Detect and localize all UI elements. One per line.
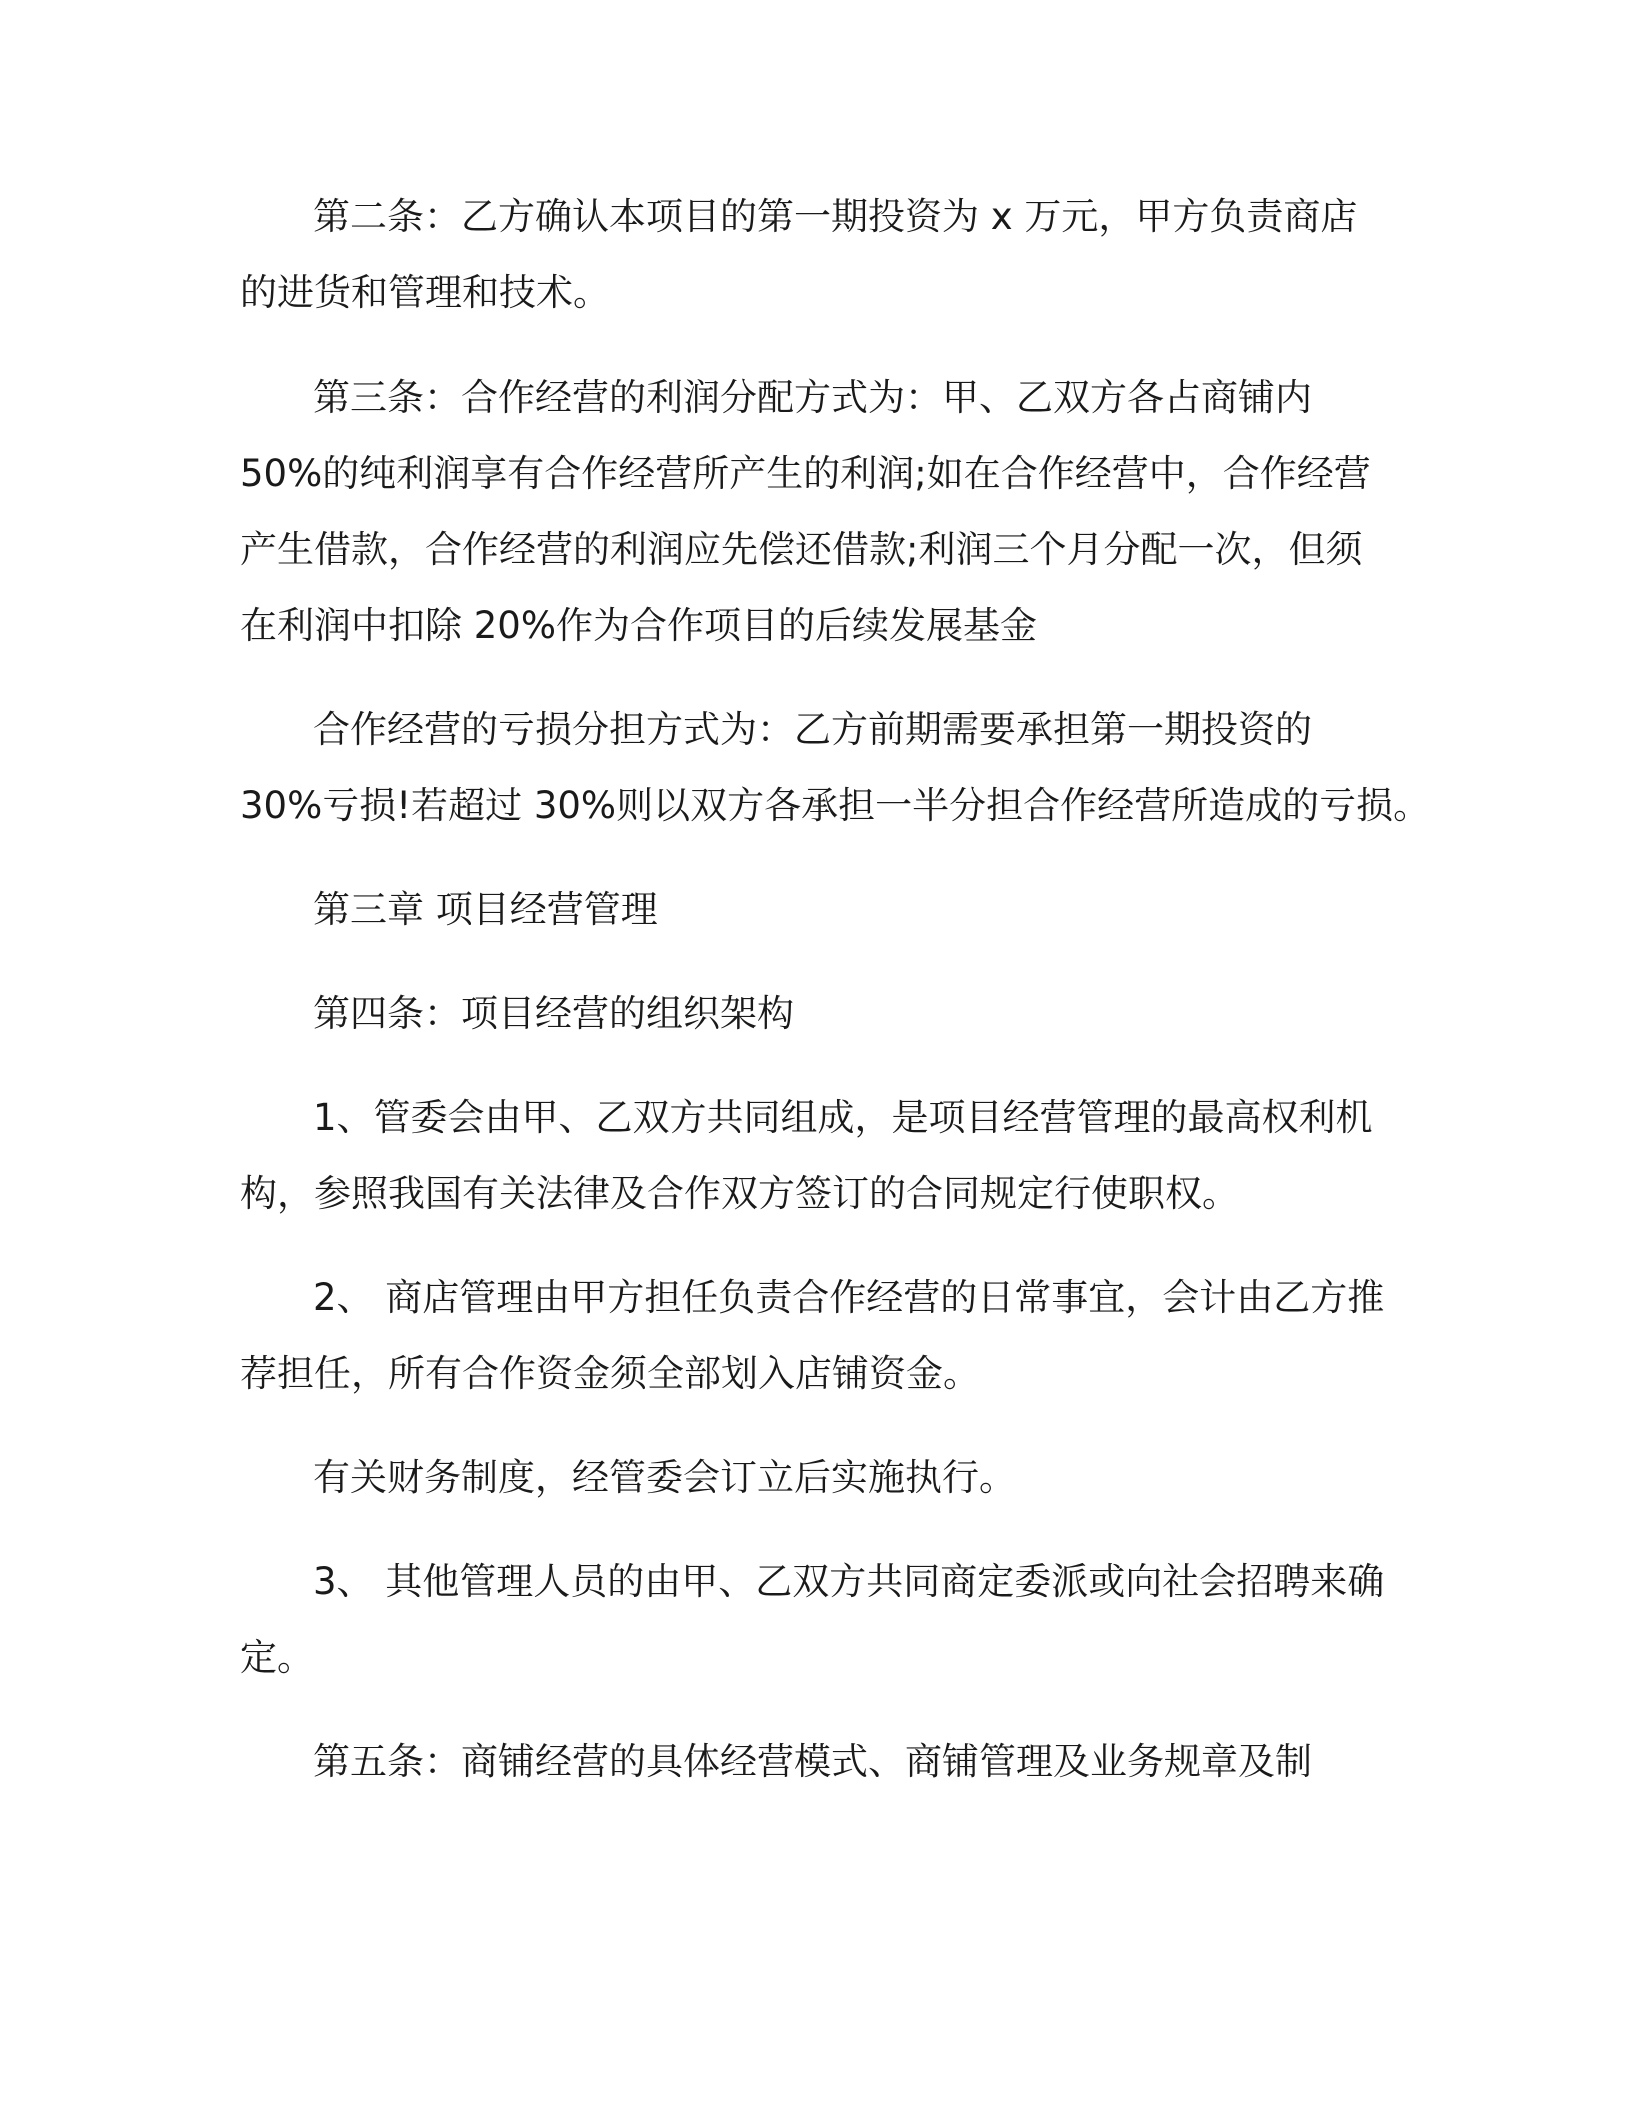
article-3-line-4: 在利润中扣除 20%作为合作项目的后续发展基金	[240, 604, 1037, 647]
article-5-line-1: 第五条：商铺经营的具体经营模式、商铺管理及业务规章及制	[313, 1740, 1312, 1783]
item-1-line-2: 构，参照我国有关法律及合作双方签订的合同规定行使职权。	[240, 1172, 1239, 1215]
finance-rules-line: 有关财务制度，经管委会订立后实施执行。	[313, 1456, 1016, 1499]
article-2-line-2: 的进货和管理和技术。	[240, 271, 610, 314]
item-1-line-1: 1、管委会由甲、乙双方共同组成，是项目经营管理的最高权利机	[313, 1096, 1373, 1139]
item-2-line-2: 荐担任，所有合作资金须全部划入店铺资金。	[240, 1352, 980, 1395]
chapter-3-heading: 第三章 项目经营管理	[313, 888, 658, 931]
article-2-line-1: 第二条：乙方确认本项目的第一期投资为 x 万元，甲方负责商店	[313, 195, 1358, 238]
item-3-line-2: 定。	[240, 1636, 314, 1679]
item-2-line-1: 2、 商店管理由甲方担任负责合作经营的日常事宜，会计由乙方推	[313, 1276, 1385, 1319]
article-3-line-3: 产生借款，合作经营的利润应先偿还借款;利润三个月分配一次，但须	[240, 528, 1363, 571]
item-3-line-1: 3、 其他管理人员的由甲、乙双方共同商定委派或向社会招聘来确	[313, 1560, 1385, 1603]
article-4-heading: 第四条：项目经营的组织架构	[313, 992, 794, 1035]
loss-sharing-line-1: 合作经营的亏损分担方式为：乙方前期需要承担第一期投资的	[313, 708, 1312, 751]
article-3-line-1: 第三条：合作经营的利润分配方式为：甲、乙双方各占商铺内	[313, 376, 1312, 419]
article-3-line-2: 50%的纯利润享有合作经营所产生的利润;如在合作经营中，合作经营	[240, 452, 1371, 495]
loss-sharing-line-2: 30%亏损!若超过 30%则以双方各承担一半分担合作经营所造成的亏损。	[240, 784, 1431, 827]
